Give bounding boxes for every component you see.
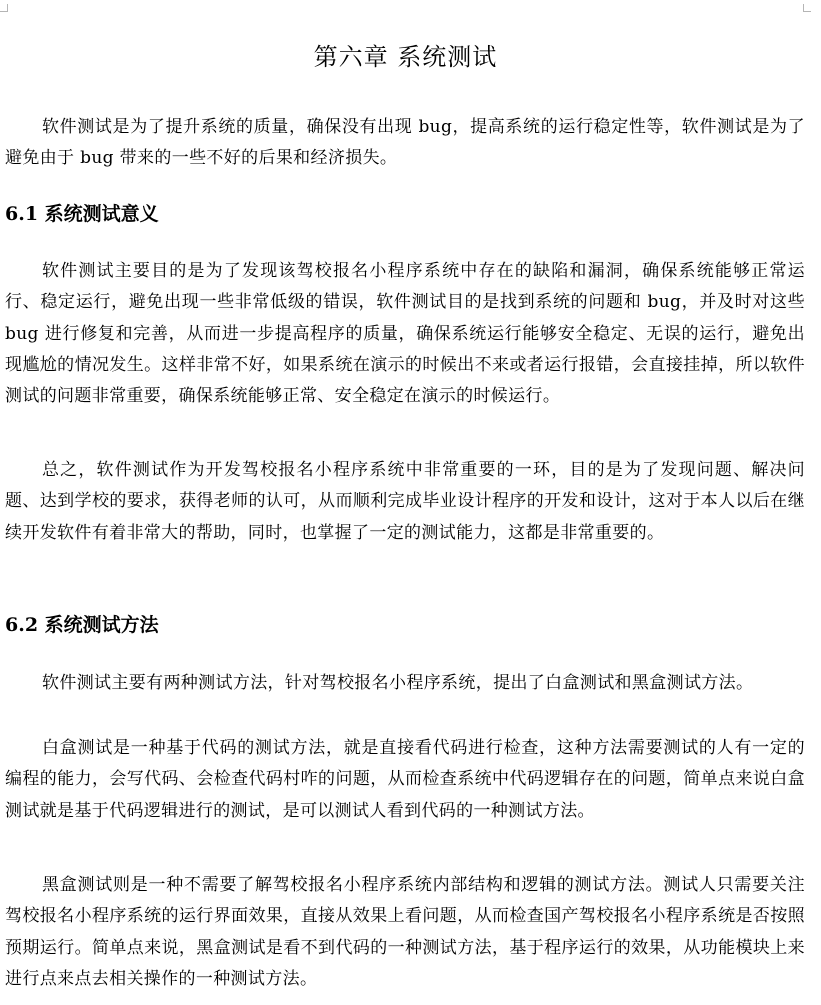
section-6-1-paragraph-2: 总之，软件测试作为开发驾校报名小程序系统中非常重要的一环，目的是为了发现问题、解决问题、达到学校的要求，获得老师的认可，从而顺利完成毕业设计程序的开发和设计，这对于本人以后在继续开发软件有着非常大的帮助，同时，也掌握了一定的测试能力，这都是非常重要的。 — [5, 460, 805, 543]
chapter-title: 第六章 系统测试 — [313, 43, 498, 71]
section-6-2-paragraph-3: 黑盒测试则是一种不需要了解驾校报名小程序系统内部结构和逻辑的测试方法。测试人只需要关注驾校报名小程序系统的运行界面效果，直接从效果上看问题，从而检查国产驾校报名小程序系统是否按照预期运行。简单点来说，黑盒测试是看不到代码的一种测试方法，基于程序运行的效果，从功能模块上来进行点来点去相关操作的一种测试方法。 — [5, 875, 805, 989]
section-heading-6-1: 6.1 系统测试意义 — [5, 203, 159, 225]
section-6-2-paragraph-1: 软件测试主要有两种测试方法，针对驾校报名小程序系统，提出了白盒测试和黑盒测试方法。 — [42, 673, 754, 693]
section-heading-6-2: 6.2 系统测试方法 — [5, 614, 159, 636]
intro-paragraph: 软件测试是为了提升系统的质量，确保没有出现 bug，提高系统的运行稳定性等，软件测试是为了避免由于 bug 带来的一些不好的后果和经济损失。 — [5, 117, 805, 169]
section-6-1-paragraph-1: 软件测试主要目的是为了发现该驾校报名小程序系统中存在的缺陷和漏洞，确保系统能够正常运行、稳定运行，避免出现一些非常低级的错误，软件测试目的是找到系统的问题和 bug，并及时对这些 bug 进行修复和完善，从而进一步提高程序的质量，确保系统运行能够安全稳定、无误的运行，避免出现尴尬的情况发生。这样非常不好，如果系统在演示的时候出不来或者运行报错，会直接挂掉，所以软件测试的问题非常重要，确保系统能够正常、安全稳定在演示的时候运行。 — [5, 261, 805, 407]
section-6-2-paragraph-2: 白盒测试是一种基于代码的测试方法，就是直接看代码进行检查，这种方法需要测试的人有一定的编程的能力，会写代码、会检查代码村咋的问题，从而检查系统中代码逻辑存在的问题，简单点来说白盒测试就是基于代码逻辑进行的测试，是可以测试人看到代码的一种测试方法。 — [5, 738, 805, 821]
